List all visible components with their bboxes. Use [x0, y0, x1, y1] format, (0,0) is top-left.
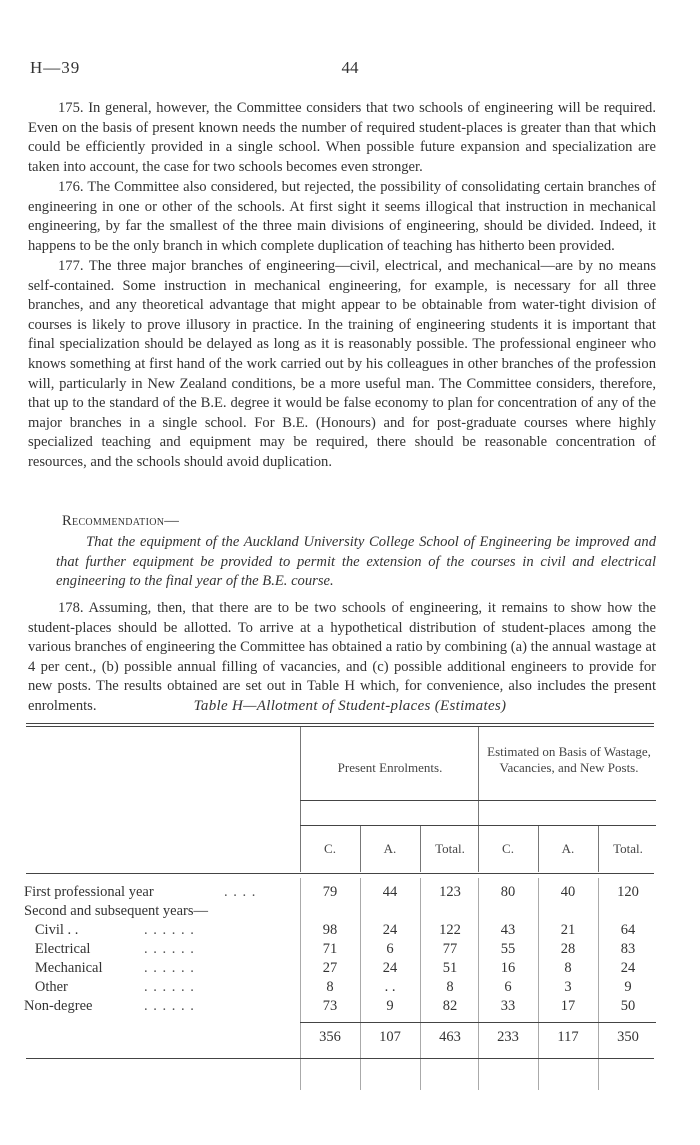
- cell: 51: [442, 960, 458, 976]
- cell: 98: [322, 922, 338, 938]
- cell: 8: [446, 979, 454, 995]
- cell: 73: [322, 998, 338, 1014]
- cell: 9: [386, 998, 394, 1014]
- cell: 40: [560, 884, 576, 900]
- table-row: [24, 960, 664, 979]
- cell: 3: [564, 979, 572, 995]
- total-cell: 356: [319, 1029, 341, 1045]
- cell: 123: [439, 884, 461, 900]
- row-label: Second and subsequent years—: [24, 903, 209, 919]
- cell: 44: [382, 884, 398, 900]
- cell: 55: [500, 941, 516, 957]
- row-leader-dots: . . . .: [224, 884, 257, 900]
- table-top-rule-double: [26, 726, 654, 727]
- row-leader-dots: . . . . . .: [144, 998, 195, 1014]
- row-leader-dots: . . . . . .: [144, 941, 195, 957]
- total-cell: 463: [439, 1029, 461, 1045]
- total-cell: 350: [617, 1029, 639, 1045]
- row-leader-dots: . . . . . .: [144, 979, 195, 995]
- col-header-present-a: A.: [383, 841, 397, 856]
- paragraph-175: 175. In general, however, the Committee considers that two schools of engineering will be required. Even on the basis of present known needs the number of required student-places is greater than that which could be efficiently provided in a single school. When possible future expansion and specialization are taken into account, the case for two schools becomes even stronger.: [28, 100, 656, 175]
- row-leader-dots: . . . . . .: [144, 922, 195, 938]
- cell: 33: [500, 998, 516, 1014]
- row-label: Non-degree: [24, 998, 93, 1014]
- total-cell: 107: [379, 1029, 401, 1045]
- cell: 9: [624, 979, 632, 995]
- group-header-present: Present Enrolments.: [337, 760, 443, 775]
- table-row: [24, 979, 664, 998]
- table-row: [24, 998, 664, 1017]
- group-rule: [300, 800, 656, 801]
- cell: 21: [560, 922, 576, 938]
- subheader-rule: [300, 825, 656, 826]
- row-label: Electrical: [24, 941, 91, 957]
- cell: 50: [620, 998, 636, 1014]
- cell: 64: [620, 922, 636, 938]
- table-row: [24, 884, 664, 903]
- cell: 83: [620, 941, 636, 957]
- cell: 17: [560, 998, 576, 1014]
- row-label: Mechanical: [24, 960, 103, 976]
- recommendation-text: That the equipment of the Auckland University College School of Engineering be improved and that further equipment be provided to permit the extension of the courses in civil and electrical engineering to the final year of the B.E. course.: [56, 534, 656, 590]
- cell: 24: [620, 960, 636, 976]
- row-label: Other: [24, 979, 68, 995]
- table-bottom-rule: [26, 1058, 654, 1059]
- cell: 28: [560, 941, 576, 957]
- cell: . .: [384, 979, 396, 995]
- col-header-est-c: C.: [502, 841, 514, 856]
- cell: 24: [382, 922, 398, 938]
- cell: 27: [322, 960, 338, 976]
- cell: 6: [386, 941, 394, 957]
- col-header-est-a: A.: [561, 841, 575, 856]
- cell: 122: [439, 922, 461, 938]
- cell: 80: [500, 884, 516, 900]
- paragraph-176: 176. The Committee also considered, but rejected, the possibility of consolidating certain branches of engineering in one or other of the schools. At first sight it seems illogical that instruction in mechanical engineering, by far the smallest of the three main divisions of engineering, should be divided. Indeed, it happens to be the only branch in which complete duplication of teaching has hitherto been provided.: [28, 179, 656, 254]
- paragraph-178: 178. Assuming, then, that there are to be two schools of engineering, it remains to show how the student-places should be allotted. To arrive at a hypothetical distribution of student-places among the various branches of engineering the Committee has obtained a ratio by combining (a) the annual wastage at 4 per cent., (b) possible annual filling of vacancies, and (c) possible additional engineers to provide for new posts. The results obtained are set out in Table H which, for convenience, also includes the present enrolments.: [28, 600, 656, 714]
- totals-row: [24, 1029, 664, 1048]
- col-header-est-total: Total.: [613, 841, 643, 856]
- header-bottom-rule: [26, 873, 654, 874]
- cell: 43: [500, 922, 516, 938]
- page-header: [30, 58, 670, 80]
- cell: 77: [442, 941, 458, 957]
- table-row: [24, 941, 664, 960]
- page-number: 44: [341, 58, 359, 77]
- row-label: First professional year: [24, 884, 154, 900]
- col-header-present-c: C.: [324, 841, 336, 856]
- cell: 8: [564, 960, 572, 976]
- recommendation-heading: Recommendation—: [62, 513, 180, 529]
- cell: 16: [500, 960, 516, 976]
- table-row: [24, 922, 664, 941]
- row-leader-dots: . . . . . .: [144, 960, 195, 976]
- cell: 120: [617, 884, 639, 900]
- cell: 8: [326, 979, 334, 995]
- table-top-rule: [26, 723, 654, 724]
- paragraph-177: 177. The three major branches of engineering—civil, electrical, and mechanical—are by no means self-contained. Some instruction in mechanical engineering, for example, is necessary for all three branches, and any theoretical advantage that might appear to be obtainable from water-tight division of courses is likely to prove illusory in practice. In the training of engineering students it is important that final specialization should be delayed as long as it is reasonably possible. The professional engineer who knows something at first hand of the work carried out by his colleagues in other branches of the profession will, particularly in New Zealand conditions, be a more useful man. The Committee considers, therefore, that up to the standard of the B.E. degree it would be false economy to plan for concentration of any of the major branches in a single school. For B.E. (Honours) and for post-graduate courses where highly specialized teaching and equipment may be required, there should be reasonable concentration of resources, and the schools should avoid duplication.: [28, 258, 656, 470]
- row-label: Civil . .: [24, 922, 79, 938]
- cell: 71: [322, 941, 338, 957]
- totals-rule: [300, 1022, 656, 1023]
- col-header-present-total: Total.: [435, 841, 465, 856]
- cell: 79: [322, 884, 338, 900]
- cell: 6: [504, 979, 512, 995]
- table-caption: Table H—Allotment of Student-places (Estimates): [193, 698, 507, 714]
- group-header-estimated: Estimated on Basis of Wastage, Vacancies, and New Posts.: [487, 744, 651, 775]
- total-cell: 117: [557, 1029, 579, 1045]
- cell: 24: [382, 960, 398, 976]
- table-row: [24, 903, 664, 922]
- cell: 82: [442, 998, 458, 1014]
- document-reference: H—39: [30, 58, 81, 77]
- total-cell: 233: [497, 1029, 519, 1045]
